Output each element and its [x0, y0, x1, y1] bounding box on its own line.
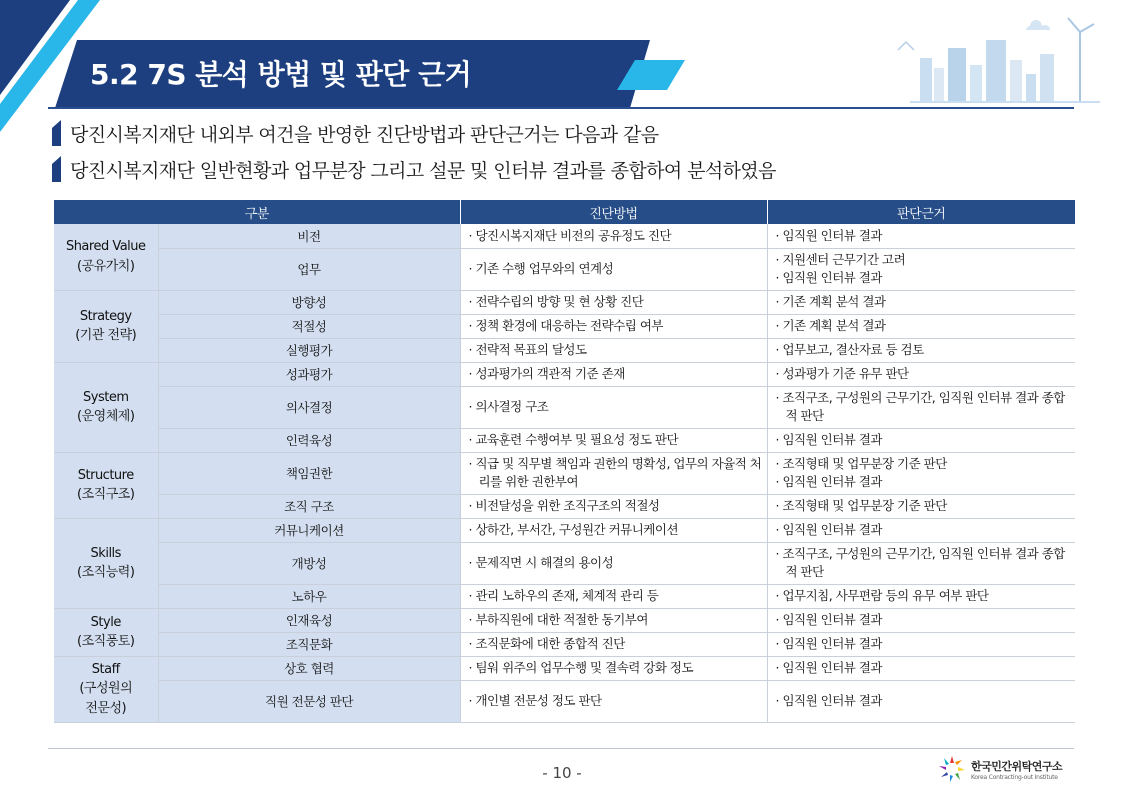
item-cell: 방향성 [158, 290, 460, 314]
basis-text: · 기존 계획 분석 결과 [775, 317, 886, 333]
item-cell: 조직문화 [158, 632, 460, 656]
method-text: · 상하간, 부서간, 구성원간 커뮤니케이션 [468, 521, 679, 537]
category-label: (조직풍토) [77, 634, 135, 649]
bullet-text: 당진시복지재단 일반현황과 업무분장 그리고 설문 및 인터뷰 결과를 종합하여 분석하였음 [70, 159, 776, 182]
item-cell: 업무 [158, 248, 460, 290]
category-label: System [83, 389, 129, 405]
basis-cell [767, 338, 1075, 362]
basis-text: · 업무보고, 결산자료 등 검토 [775, 341, 924, 357]
basis-text: · 임직원 인터뷰 결과 [775, 659, 882, 675]
method-text: · 정책 환경에 대응하는 전략수립 여부 [468, 317, 663, 333]
item-cell: 직원 전문성 판단 [158, 680, 460, 722]
category-cell [54, 518, 158, 608]
table-row [54, 494, 1075, 518]
basis-text: · 임직원 인터뷰 결과 [775, 692, 882, 708]
basis-text: · 조직형태 및 업무분장 기준 판단 [775, 497, 947, 513]
category-label: (조직능력) [77, 565, 135, 580]
method-cell [460, 680, 767, 722]
institute-name-en: Korea Contracting-out Institute [971, 773, 1058, 781]
institute-name: 한국민간위탁연구소 [971, 759, 1063, 773]
item-cell: 인재육성 [158, 608, 460, 632]
category-label: (구성원의 [79, 681, 133, 697]
institute-logo-icon [938, 755, 966, 783]
table-row [54, 248, 1075, 290]
category-cell [54, 452, 158, 518]
item-cell: 노하우 [158, 584, 460, 608]
basis-text: · 임직원 인터뷰 결과 [775, 474, 882, 489]
category-label: Staff [91, 661, 120, 677]
column-header: 판단근거 [767, 200, 1075, 224]
category-cell [54, 608, 158, 656]
item-cell: 적절성 [158, 314, 460, 338]
method-cell [460, 452, 767, 494]
city-skyline-illustration [880, 10, 1100, 110]
basis-text: · 임직원 인터뷰 결과 [775, 635, 882, 651]
category-cell [54, 224, 158, 290]
basis-cell [767, 386, 1075, 428]
method-text: · 개인별 전문성 정도 판단 [468, 692, 602, 708]
category-label: Style [90, 614, 121, 630]
basis-cell [767, 656, 1075, 680]
bullet-text: 당진시복지재단 내외부 여건을 반영한 진단방법과 판단근거는 다음과 같음 [70, 123, 659, 146]
method-text: · 전략적 목표의 달성도 [468, 341, 587, 357]
basis-cell [767, 428, 1075, 452]
method-text: · 당진시복지재단 비전의 공유정도 진단 [468, 227, 672, 243]
item-cell: 의사결정 [158, 386, 460, 428]
table-row [54, 632, 1075, 656]
basis-cell [767, 608, 1075, 632]
basis-text: · 성과평가 기준 유무 판단 [775, 365, 909, 381]
summary-bullet [52, 118, 658, 148]
method-text: · 전략수립의 방향 및 현 상황 진단 [468, 293, 644, 309]
title-divider [48, 107, 1074, 109]
method-cell [460, 518, 767, 542]
item-cell: 인력육성 [158, 428, 460, 452]
method-text: · 기존 수행 업무와의 연계성 [468, 260, 614, 276]
category-label: Strategy [79, 308, 132, 324]
item-cell: 커뮤니케이션 [158, 518, 460, 542]
basis-text: · 임직원 인터뷰 결과 [775, 431, 882, 447]
footer-divider [48, 748, 1074, 749]
category-label: Shared Value [65, 239, 146, 255]
table-row [54, 314, 1075, 338]
method-cell [460, 314, 767, 338]
bullet-marker-icon [52, 120, 61, 146]
basis-cell [767, 314, 1075, 338]
basis-cell [767, 224, 1075, 248]
category-label: (공유가치) [77, 258, 135, 274]
summary-bullet [52, 154, 776, 184]
method-text: · 직급 및 직무별 책임과 권한의 명확성, 업무의 자율적 처리를 위한 권한부여 [468, 455, 762, 489]
column-header: 진단방법 [460, 200, 767, 224]
basis-text: · 조직구조, 구성원의 근무기간, 임직원 인터뷰 결과 종합적 판단 [775, 545, 1065, 579]
basis-text: · 업무지침, 사무편람 등의 유무 여부 판단 [775, 587, 989, 603]
category-label: (기관 전략) [75, 328, 137, 343]
basis-text: · 임직원 인터뷰 결과 [775, 521, 882, 537]
category-label: (조직구조) [77, 487, 135, 502]
method-cell [460, 632, 767, 656]
institute-logo [938, 755, 1062, 783]
table-row [54, 362, 1075, 386]
method-text: · 성과평가의 객관적 기준 존재 [468, 365, 625, 381]
basis-cell [767, 518, 1075, 542]
table-header-row [54, 200, 1075, 224]
basis-cell [767, 680, 1075, 722]
page-number: - 10 - [542, 764, 582, 782]
category-cell [54, 290, 158, 362]
category-label: 전문성) [85, 700, 127, 716]
method-cell [460, 290, 767, 314]
method-cell [460, 248, 767, 290]
item-cell: 책임권한 [158, 452, 460, 494]
basis-cell [767, 248, 1075, 290]
bullet-marker-icon [52, 156, 61, 182]
item-cell: 조직 구조 [158, 494, 460, 518]
table-row [54, 608, 1075, 632]
table-row [54, 542, 1075, 584]
category-cell [54, 656, 158, 722]
basis-cell [767, 362, 1075, 386]
table-row [54, 428, 1075, 452]
table-row [54, 656, 1075, 680]
method-cell [460, 386, 767, 428]
method-cell [460, 584, 767, 608]
basis-text: · 임직원 인터뷰 결과 [775, 611, 882, 627]
item-cell: 비전 [158, 224, 460, 248]
basis-text: · 지원센터 근무기간 고려 [775, 251, 906, 267]
basis-text: · 조직구조, 구성원의 근무기간, 임직원 인터뷰 결과 종합적 판단 [775, 389, 1065, 423]
basis-cell [767, 290, 1075, 314]
table-row [54, 338, 1075, 362]
method-cell [460, 362, 767, 386]
method-text: · 조직문화에 대한 종합적 진단 [468, 635, 625, 651]
basis-cell [767, 452, 1075, 494]
basis-cell [767, 542, 1075, 584]
item-cell: 성과평가 [158, 362, 460, 386]
category-label: Structure [77, 467, 134, 483]
method-text: · 부하직원에 대한 적절한 동기부여 [468, 611, 648, 627]
basis-cell [767, 632, 1075, 656]
table-row [54, 386, 1075, 428]
method-text: · 관리 노하우의 존재, 체계적 관리 등 [468, 587, 659, 603]
table-row [54, 584, 1075, 608]
method-text: · 문제직면 시 해결의 용이성 [468, 554, 614, 570]
table-row [54, 680, 1075, 722]
method-cell [460, 428, 767, 452]
table-row [54, 452, 1075, 494]
basis-text: · 임직원 인터뷰 결과 [775, 227, 882, 243]
method-cell [460, 338, 767, 362]
method-text: · 의사결정 구조 [468, 398, 549, 414]
table-row [54, 290, 1075, 314]
basis-text: · 조직형태 및 업무분장 기준 판단 [775, 455, 947, 471]
basis-text: · 기존 계획 분석 결과 [775, 293, 886, 309]
method-cell [460, 224, 767, 248]
item-cell: 실행평가 [158, 338, 460, 362]
item-cell: 상호 협력 [158, 656, 460, 680]
category-cell [54, 362, 158, 452]
method-cell [460, 494, 767, 518]
column-header: 구분 [54, 200, 460, 224]
method-text: · 팀워 위주의 업무수행 및 결속력 강화 정도 [468, 659, 694, 675]
basis-cell [767, 494, 1075, 518]
method-text: · 교육훈련 수행여부 및 필요성 정도 판단 [468, 431, 679, 447]
basis-cell [767, 584, 1075, 608]
page-title: 5.2 7S 분석 방법 및 판단 근거 [90, 58, 472, 91]
method-text: · 비전달성을 위한 조직구조의 적절성 [468, 497, 660, 513]
basis-text: · 임직원 인터뷰 결과 [775, 270, 882, 285]
item-cell: 개방성 [158, 542, 460, 584]
table-row [54, 224, 1075, 248]
method-cell [460, 608, 767, 632]
method-cell [460, 656, 767, 680]
method-cell [460, 542, 767, 584]
seven-s-analysis-table [54, 200, 1075, 723]
table-row [54, 518, 1075, 542]
category-label: Skills [90, 545, 121, 561]
category-label: (운영체제) [77, 409, 135, 424]
